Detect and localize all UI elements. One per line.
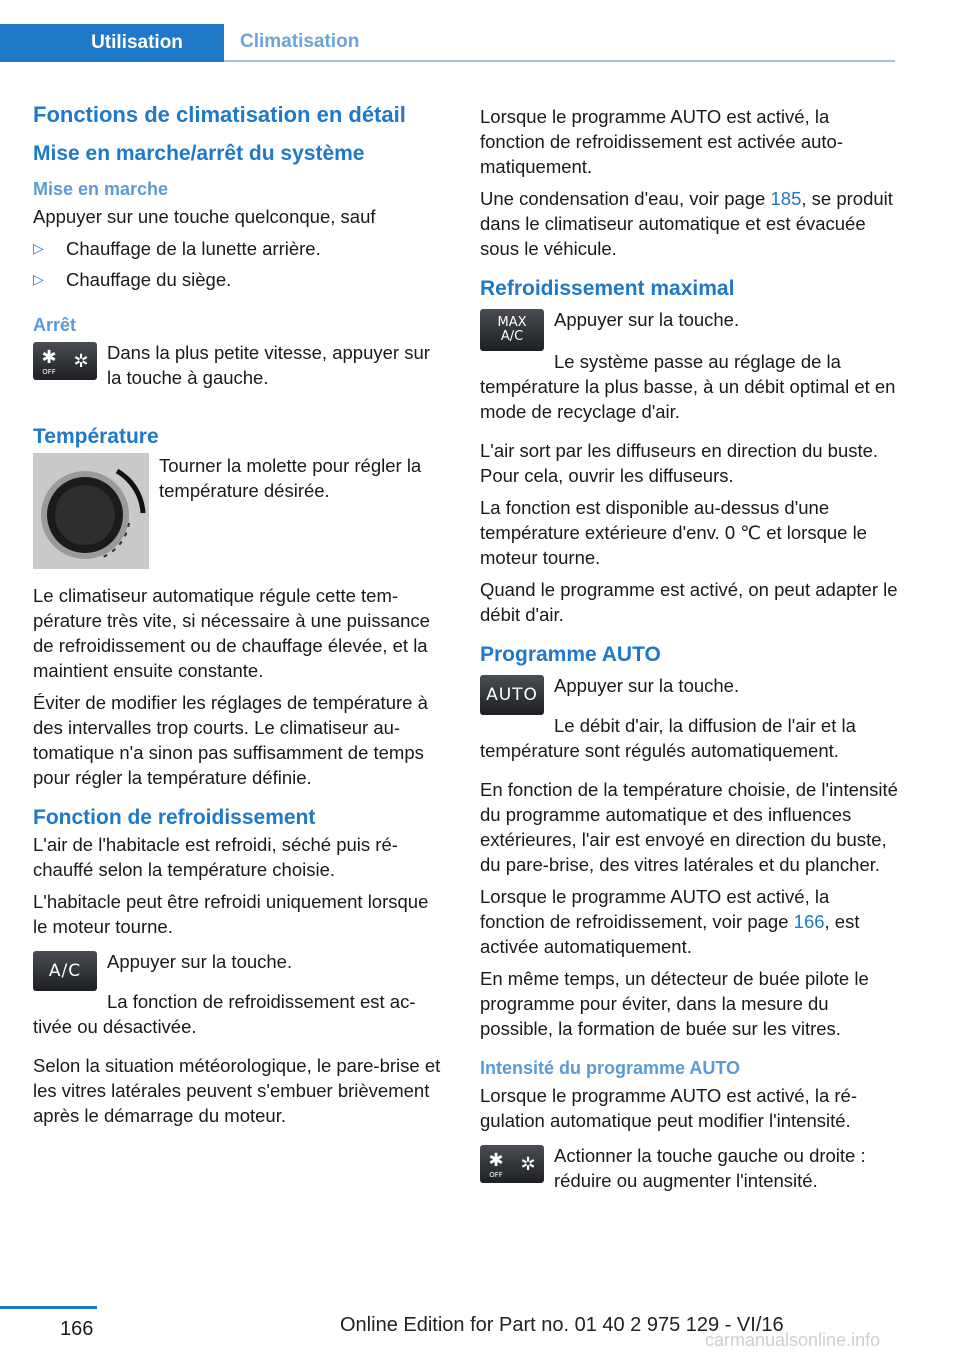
watermark: carmanualsonline.info xyxy=(705,1330,881,1350)
fan-icon: ✲ xyxy=(73,350,89,372)
fan-off-icon: ✱ OFF xyxy=(488,1149,504,1179)
max-result: Le système passe au réglage de la température la plus basse, à un débit optimal et en mode de recyclage d'air. xyxy=(480,351,896,422)
edition-label: Online Edition for Part no. 01 40 2 975 129 - VI/16 xyxy=(340,1314,784,1336)
page-title: Fonctions de climatisation en détail xyxy=(33,102,406,127)
tab-utilisation[interactable]: Utilisation xyxy=(0,24,224,62)
header-bar xyxy=(0,0,895,62)
auto-paragraph: En fonction de la température choisie, de l'intensité du programme automatique et des influences extérieures, l'air est envoyé en direction du buste, du pare-brise, des vitres latérales et du plancher. xyxy=(480,779,898,875)
list-item: ▷ Chauffage du siège. xyxy=(33,269,232,290)
max-paragraph: La fonction est disponible au-dessus d'une température extérieure d'env. 0 ℃ et lorsque le moteur tourne. xyxy=(480,497,867,568)
section-heading-max-cooling: Refroidissement maximal xyxy=(480,277,735,300)
max-instruction: Appuyer sur la touche. xyxy=(554,309,740,330)
section-heading-onoff: Mise en marche/arrêt du système xyxy=(33,142,365,165)
cooling-paragraph: L'habitacle peut être refroidi uniquement lorsque le moteur tourne. xyxy=(33,891,429,937)
subheading-off: Arrêt xyxy=(33,315,77,335)
auto-button-image: AUTO xyxy=(480,675,544,715)
section-heading-cooling: Fonction de refroidissement xyxy=(33,806,316,829)
temperature-paragraph: Éviter de modifier les réglages de température à des intervalles trop courts. Le climatiseur automatique n'a sinon pas suffisamment de temps pour régler la température définie. xyxy=(33,692,428,788)
list-item: ▷ Chauffage de la lunette arrière. xyxy=(33,238,321,259)
temperature-instruction: Tourner la molette pour régler la température désirée. xyxy=(159,455,422,501)
ac-button-image: A/C xyxy=(33,951,97,991)
page-link[interactable]: 185 xyxy=(770,188,802,209)
auto-cooling-paragraph: Lorsque le programme AUTO est activé, la fonction de refroidissement est activée automatiquement. xyxy=(480,106,844,177)
max-paragraph: Quand le programme est activé, on peut adapter le débit d'air. xyxy=(480,579,898,625)
triangle-bullet-icon: ▷ xyxy=(33,240,44,256)
ac-instruction: Appuyer sur la touche. xyxy=(107,951,293,972)
temperature-knob-image xyxy=(33,453,149,569)
auto-paragraph: Lorsque le programme AUTO est activé, la fonction de refroidissement, voir page 166, est activée automatiquement. xyxy=(480,886,860,957)
auto-result: Le débit d'air, la diffusion de l'air et la température sont régulés automatiquement. xyxy=(480,715,856,761)
fan-button-image xyxy=(480,1145,544,1183)
on-text: Appuyer sur une touche quelconque, sauf xyxy=(33,206,376,227)
fan-icon: ✲ xyxy=(520,1153,536,1175)
fan-button-image xyxy=(33,342,97,380)
auto-paragraph: En même temps, un détecteur de buée pilote le programme pour éviter, dans la mesure du possible, la formation de buée sur les vitres. xyxy=(480,968,869,1039)
max-ac-button-image: MAX A/C xyxy=(480,309,544,351)
footer-divider xyxy=(0,1306,97,1309)
right-column xyxy=(480,104,898,1200)
page-number: 166 xyxy=(60,1318,94,1340)
subheading-intensity: Intensité du programme AUTO xyxy=(480,1058,741,1078)
triangle-bullet-icon: ▷ xyxy=(33,271,44,287)
intensity-instruction: Actionner la touche gauche ou droite : réduire ou augmenter l'intensité. xyxy=(554,1145,866,1191)
max-paragraph: L'air sort par les diffuseurs en direction du buste. Pour cela, ouvrir les diffuseurs. xyxy=(480,440,879,486)
fan-off-icon: ✱ OFF xyxy=(41,346,57,376)
intensity-paragraph: Lorsque le programme AUTO est activé, la régulation automatique peut modifier l'intensité. xyxy=(480,1085,858,1131)
cooling-paragraph: Selon la situation météorologique, le pare-brise et les vitres latérales peuvent s'embuer brièvement après le démarrage du moteur. xyxy=(33,1055,441,1126)
tab-climatisation[interactable]: Climatisation xyxy=(224,24,895,62)
section-heading-temperature: Température xyxy=(33,425,159,448)
ac-result: La fonction de refroidissement est activée ou désactivée. xyxy=(33,991,416,1037)
subheading-on: Mise en marche xyxy=(33,179,169,199)
left-column xyxy=(33,100,445,1135)
cooling-paragraph: L'air de l'habitacle est refroidi, séché puis réchauffé selon la température choisie. xyxy=(33,834,398,880)
temperature-paragraph: Le climatiseur automatique régule cette température très vite, si nécessaire à une puissance de refroidissement ou de chauffage élevée, et la maintient ensuite constante. xyxy=(33,585,430,681)
page-link[interactable]: 166 xyxy=(793,911,825,932)
auto-instruction: Appuyer sur la touche. xyxy=(554,675,740,696)
condensation-paragraph: Une condensation d'eau, voir page 185, se produit dans le climatiseur automatique et est évacuée sous le véhicule. xyxy=(480,188,893,259)
off-text: Dans la plus petite vitesse, appuyer sur la touche à gauche. xyxy=(107,342,430,388)
section-heading-auto: Programme AUTO xyxy=(480,643,661,666)
